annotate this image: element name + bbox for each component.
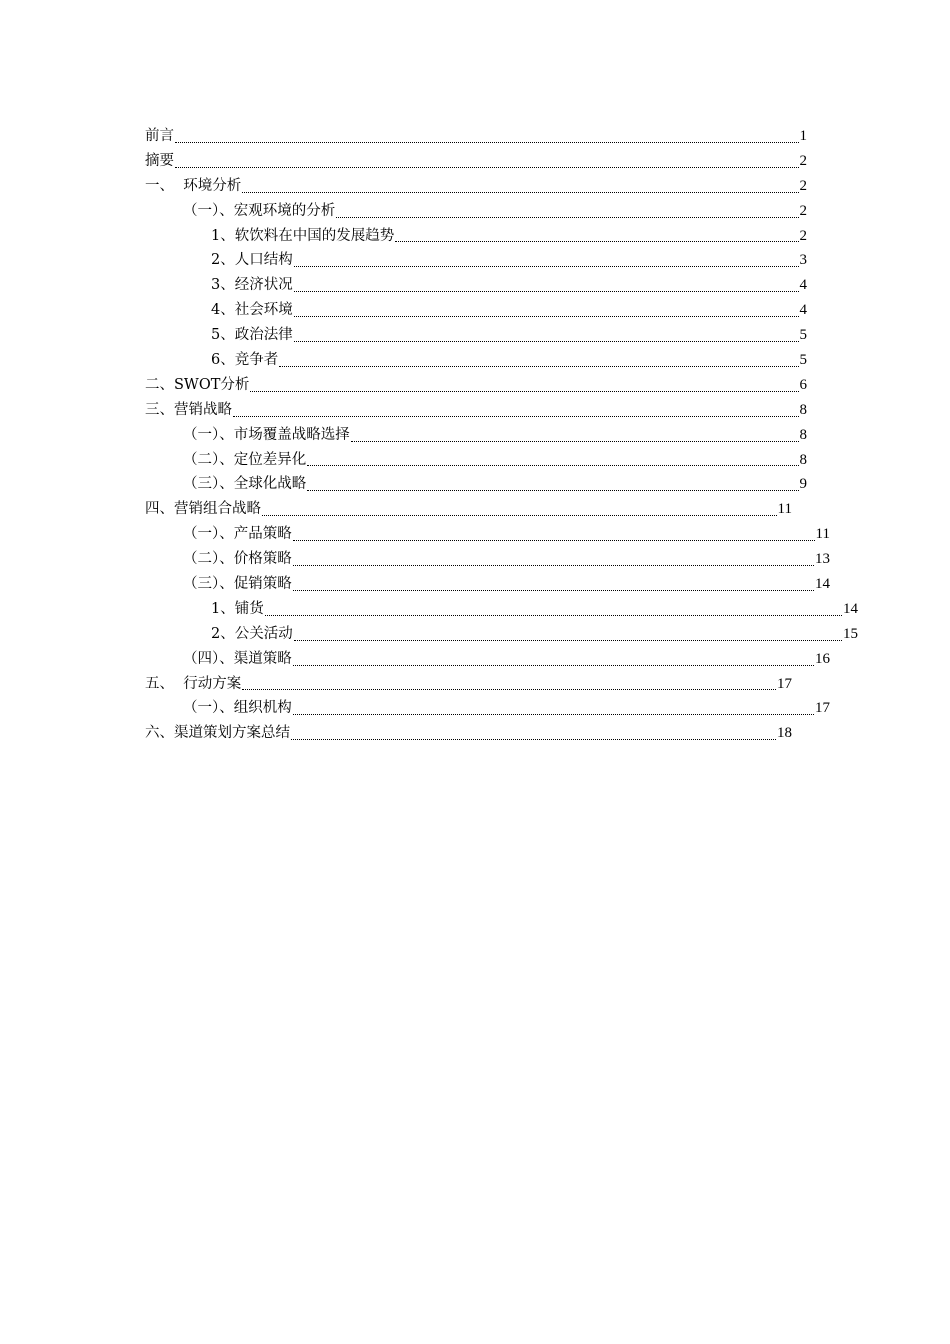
- dot-leader: [293, 696, 814, 721]
- dot-leader: [175, 124, 799, 149]
- toc-entry-label: （一）、市场覆盖战略选择: [183, 426, 350, 443]
- toc-entry[interactable]: [145, 248, 807, 273]
- toc-entry-label: （一）、组织机构: [183, 700, 292, 717]
- toc-entry-page: 2: [799, 152, 807, 169]
- dot-leader: [294, 298, 799, 323]
- toc-entry[interactable]: [145, 572, 830, 597]
- toc-entry-label: 1、软饮料在中国的发展趋势: [211, 227, 395, 244]
- toc-entry-label: 四、营销组合战略: [145, 501, 261, 518]
- dot-leader: [294, 622, 842, 647]
- toc-entry[interactable]: [145, 622, 858, 647]
- toc-entry[interactable]: [145, 423, 807, 448]
- dot-leader: [262, 497, 777, 522]
- toc-entry[interactable]: [145, 672, 792, 697]
- dot-leader: [293, 572, 814, 597]
- toc-entry-page: 11: [815, 526, 830, 543]
- toc-entry[interactable]: [145, 273, 807, 298]
- toc-entry[interactable]: [145, 647, 830, 672]
- dot-leader: [307, 448, 798, 473]
- toc-entry-label: 4、社会环境: [211, 302, 293, 319]
- toc-entry-label: （四）、渠道策略: [183, 650, 292, 667]
- toc-entry[interactable]: [145, 547, 830, 572]
- toc-entry-label: 3、经济状况: [211, 277, 293, 294]
- toc-entry-label: 二、SWOT分析: [145, 376, 250, 393]
- toc-entry[interactable]: [145, 174, 807, 199]
- toc-entry-label: 三、营销战略: [145, 401, 232, 418]
- table-of-contents: [145, 124, 858, 746]
- toc-entry-page: 14: [815, 576, 830, 593]
- toc-entry[interactable]: [145, 149, 807, 174]
- toc-entry-page: 13: [815, 551, 830, 568]
- dot-leader: [242, 672, 776, 697]
- dot-leader: [293, 547, 814, 572]
- dot-leader: [250, 373, 798, 398]
- toc-entry[interactable]: [145, 348, 807, 373]
- toc-entry-label: 1、铺货: [211, 600, 264, 617]
- toc-entry-page: 16: [815, 650, 830, 667]
- toc-entry-page: 3: [799, 252, 807, 269]
- dot-leader: [294, 248, 799, 273]
- dot-leader: [265, 597, 842, 622]
- toc-entry[interactable]: [145, 597, 858, 622]
- toc-entry-label: （三）、全球化战略: [183, 476, 307, 493]
- toc-entry-page: 8: [799, 401, 807, 418]
- toc-entry-page: 4: [799, 302, 807, 319]
- toc-entry-page: 15: [843, 625, 858, 642]
- toc-entry[interactable]: [145, 124, 807, 149]
- toc-entry[interactable]: [145, 696, 830, 721]
- toc-entry-label: 六、渠道策划方案总结: [145, 725, 290, 742]
- toc-entry-page: 2: [799, 227, 807, 244]
- toc-entry-page: 5: [799, 352, 807, 368]
- toc-entry-page: 18: [777, 725, 792, 742]
- dot-leader: [233, 398, 799, 423]
- toc-entry-page: 2: [799, 202, 807, 219]
- toc-entry[interactable]: [145, 323, 807, 348]
- dot-leader: [242, 174, 798, 199]
- toc-entry-page: 14: [843, 600, 858, 617]
- toc-entry-label: 2、人口结构: [211, 252, 293, 269]
- toc-entry-page: 6: [799, 376, 807, 393]
- dot-leader: [336, 199, 798, 224]
- toc-entry[interactable]: [145, 472, 807, 497]
- toc-entry-label: （一）、产品策略: [183, 526, 292, 543]
- toc-entry-label: 2、公关活动: [211, 625, 293, 642]
- toc-entry[interactable]: [145, 298, 807, 323]
- dot-leader: [294, 273, 799, 298]
- toc-entry-page: 8: [799, 451, 807, 468]
- toc-entry-page: 11: [777, 501, 792, 518]
- toc-entry[interactable]: [145, 224, 807, 249]
- dot-leader: [294, 323, 799, 348]
- toc-entry[interactable]: [145, 199, 807, 224]
- toc-entry-label: （二）、定位差异化: [183, 451, 307, 468]
- dot-leader: [395, 224, 798, 249]
- toc-entry-page: 17: [777, 675, 792, 692]
- toc-entry-label: 前言: [145, 127, 174, 144]
- toc-entry[interactable]: [145, 373, 807, 398]
- toc-entry-label: （二）、价格策略: [183, 551, 292, 568]
- toc-entry-page: 4: [799, 277, 807, 294]
- toc-entry-label: 5、政治法律: [211, 327, 293, 344]
- dot-leader: [307, 472, 798, 497]
- toc-entry-label: 五、 行动方案: [145, 675, 242, 692]
- toc-entry-label: 摘要: [145, 152, 174, 169]
- toc-entry-page: 9: [799, 476, 807, 493]
- dot-leader: [291, 721, 776, 746]
- toc-entry-label: （一）、宏观环境的分析: [183, 202, 336, 219]
- toc-entry[interactable]: [145, 522, 830, 547]
- dot-leader: [175, 149, 799, 174]
- toc-entry[interactable]: [145, 721, 792, 746]
- toc-entry-page: 2: [799, 177, 807, 194]
- toc-entry-label: 一、 环境分析: [145, 177, 242, 194]
- toc-entry[interactable]: [145, 448, 807, 473]
- toc-entry-page: 8: [799, 426, 807, 443]
- toc-entry-label: （三）、促销策略: [183, 576, 292, 593]
- toc-entry-page: 5: [799, 327, 807, 344]
- dot-leader: [293, 647, 814, 672]
- dot-leader: [293, 522, 815, 547]
- toc-entry[interactable]: [145, 398, 807, 423]
- toc-entry-label: 6、竞争者: [211, 352, 279, 368]
- toc-entry-page: 17: [815, 700, 830, 717]
- toc-entry-page: 1: [799, 127, 807, 144]
- dot-leader: [351, 423, 799, 448]
- dot-leader: [279, 348, 798, 373]
- toc-entry[interactable]: [145, 497, 792, 522]
